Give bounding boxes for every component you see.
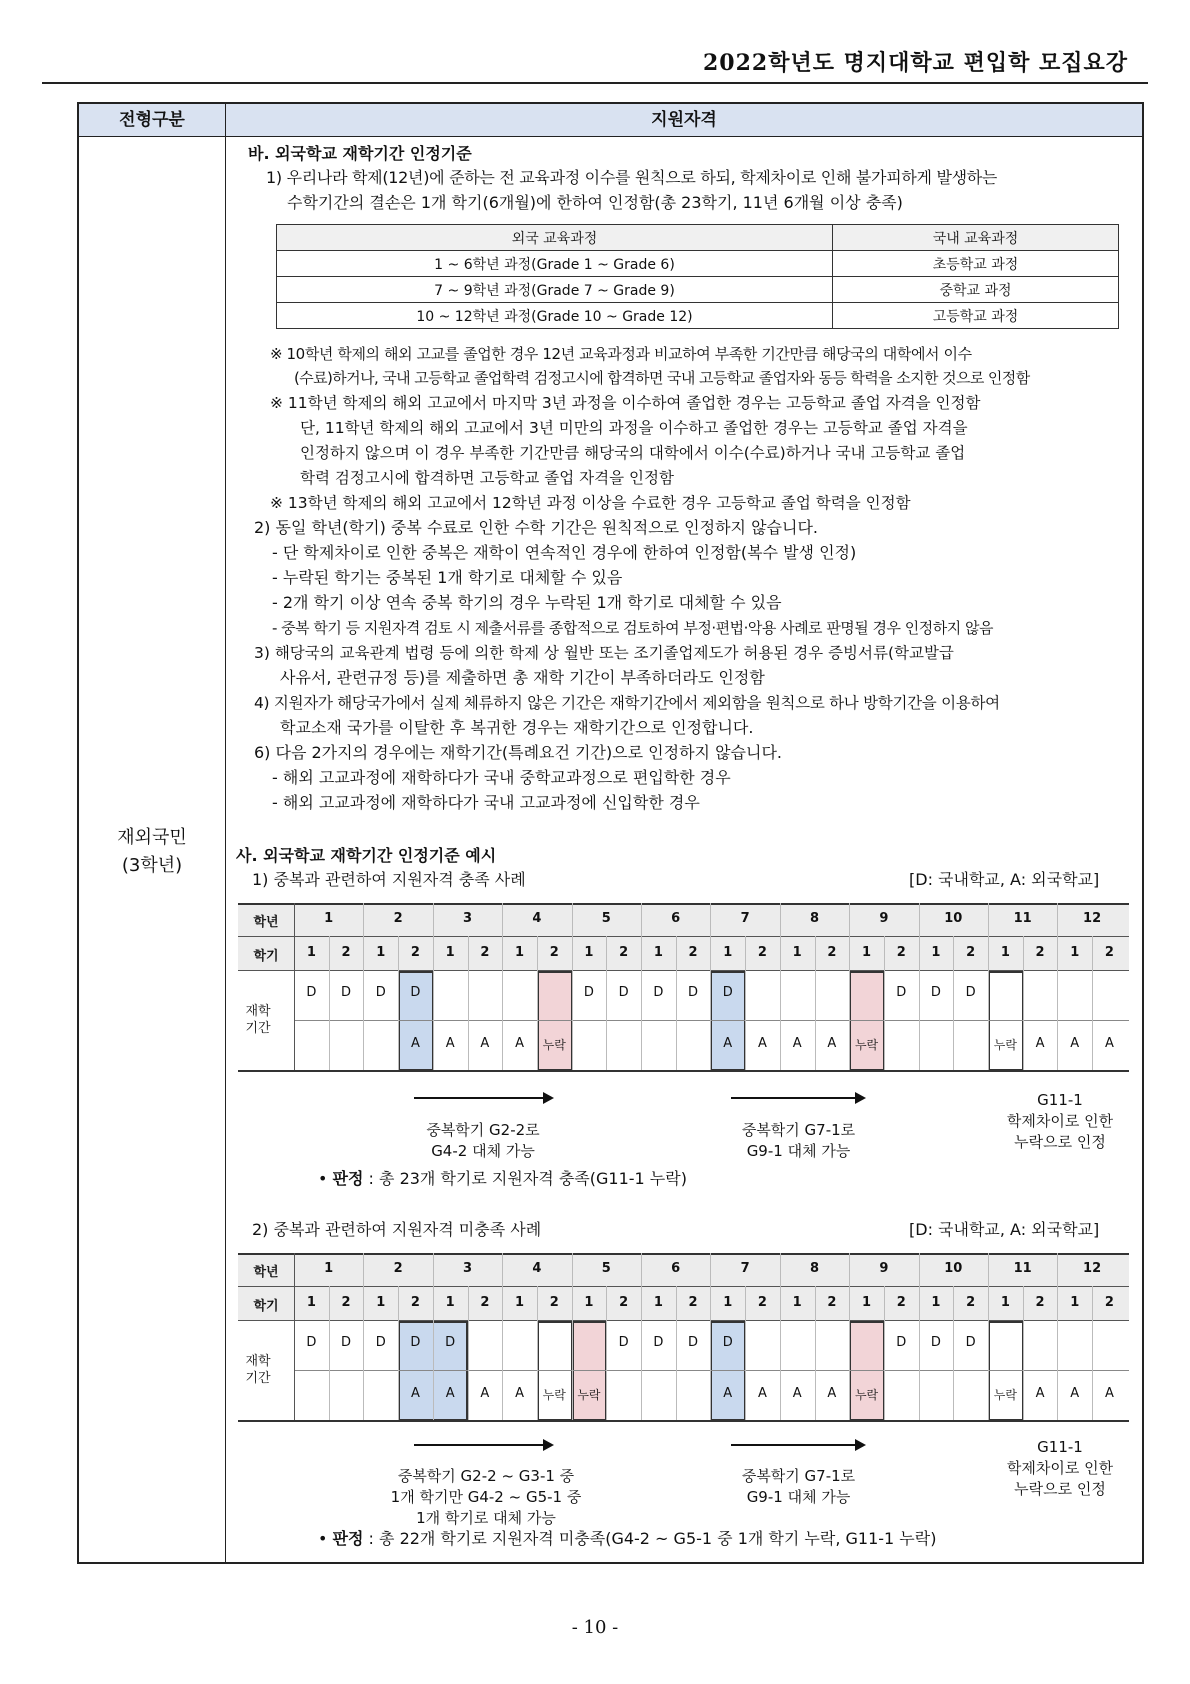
grade-cell: 12 <box>1083 1261 1102 1276</box>
timeline-top-border <box>238 903 1129 905</box>
page-number: - 10 - <box>571 1617 619 1638</box>
grade-cell: 4 <box>532 911 542 926</box>
term-cell: 2 <box>410 1295 420 1310</box>
domestic-term-cell: D <box>341 1335 352 1350</box>
term-cell: 1 <box>792 1295 802 1310</box>
timeline-row-divider <box>238 1320 1129 1321</box>
note-line: 1개 학기만 G4-2 ~ G5-1 중 <box>390 1488 582 1506</box>
timeline-bottom-border <box>238 1070 1129 1072</box>
foreign-term-cell: 누락 <box>854 1038 879 1052</box>
timeline-top-border <box>238 1253 1129 1255</box>
example1-verdict <box>318 1168 687 1190</box>
grade-cell: 11 <box>1013 911 1032 926</box>
grade-cell: 9 <box>879 911 889 926</box>
domestic-term-cell: D <box>618 985 629 1000</box>
term-cell: 2 <box>480 1295 490 1310</box>
foreign-term-cell: 누락 <box>542 1038 566 1052</box>
grade-cell: 5 <box>601 1261 611 1276</box>
verdict-text: : 총 23개 학기로 지원자격 충족(G11-1 누락) <box>368 1169 687 1188</box>
domestic-term-cell: D <box>445 1335 456 1350</box>
foreign-term-cell: 누락 <box>577 1388 601 1402</box>
term-cell: 1 <box>584 1295 594 1310</box>
term-cell: 2 <box>688 1295 698 1310</box>
grade-cell: 6 <box>671 911 681 926</box>
ba-p6: 6) 다음 2가지의 경우에는 재학기간(특례요건 기간)으로 인정하지 않습니다. <box>254 743 782 762</box>
timeline-row-divider <box>238 970 1129 971</box>
term-cell: 1 <box>515 945 525 960</box>
term-cell: 1 <box>306 945 316 960</box>
grade-cell: 2 <box>393 1261 403 1276</box>
term-cell: 1 <box>584 945 594 960</box>
foreign-term-cell: A <box>480 1386 490 1401</box>
term-cell: 2 <box>827 1295 837 1310</box>
curriculum-header-foreign: 외국 교육과정 <box>277 225 833 251</box>
note-line: G9-1 대체 가능 <box>746 1142 851 1160</box>
grade-cell: 1 <box>324 911 334 926</box>
ba-p2-item: - 중복 학기 등 지원자격 검토 시 제출서류를 종합적으로 검토하여 부정·편법·악용 사례로 판명될 경우 인정하지 않음 <box>272 619 994 637</box>
foreign-term-cell: A <box>792 1386 802 1401</box>
ba-p2-item: - 2개 학기 이상 연속 중복 학기의 경우 누락된 1개 학기로 대체할 수 있음 <box>272 593 782 612</box>
arrow-icon <box>731 1444 864 1446</box>
recognized-missing-box <box>537 1321 573 1421</box>
grade-row-label: 학년 <box>253 915 279 930</box>
term-cell: 1 <box>862 1295 872 1310</box>
grade-cell: 6 <box>671 1261 681 1276</box>
term-cell: 2 <box>757 945 767 960</box>
domestic-term-cell: D <box>965 985 976 1000</box>
foreign-term-cell: A <box>515 1036 524 1051</box>
curriculum-foreign-cell: 10 ~ 12학년 과정(Grade 10 ~ Grade 12) <box>277 303 833 329</box>
ba-note: ※ 13학년 학제의 해외 고교에서 12학년 과정 이상을 수료한 경우 고등학교 졸업 학력을 인정함 <box>270 494 911 512</box>
grade-cell: 2 <box>393 911 403 926</box>
legend: [D: 국내학교, A: 외국학교] <box>909 870 1100 889</box>
example1-note-duplicate <box>398 1120 568 1162</box>
ba-p2: 2) 동일 학년(학기) 중복 수료로 인한 수학 기간은 원칙적으로 인정하지 않습니다. <box>254 518 818 537</box>
term-cell: 2 <box>341 1295 351 1310</box>
term-cell: 2 <box>1104 1295 1114 1310</box>
missing-term-box <box>849 971 885 1071</box>
foreign-term-cell: A <box>1070 1386 1080 1401</box>
grade-cell: 10 <box>944 911 963 926</box>
recognized-missing-box <box>988 1321 1024 1421</box>
timeline-bottom-border <box>238 1420 1129 1422</box>
domestic-term-cell: D <box>410 985 421 1000</box>
grade-cell: 7 <box>740 911 750 926</box>
note-line: 학제차이로 인한 <box>1006 1459 1114 1477</box>
term-cell: 2 <box>1035 945 1045 960</box>
foreign-term-cell: 누락 <box>854 1388 879 1402</box>
term-cell: 1 <box>445 1295 455 1310</box>
term-cell: 1 <box>1070 945 1080 960</box>
ba-p4-line1: 4) 지원자가 해당국가에서 실제 체류하지 않은 기간은 재학기간에서 제외함을 원칙으로 하나 방학기간을 이용하여 <box>254 694 1000 712</box>
ba-p2-item: - 누락된 학기는 중복된 1개 학기로 대체할 수 있음 <box>272 568 623 587</box>
verdict-text: : 총 22개 학기로 지원자격 미충족(G4-2 ~ G5-1 중 1개 학기 누락, G11-1 누락) <box>368 1529 937 1548</box>
missing-term-box <box>537 971 573 1071</box>
curriculum-table <box>276 224 1119 329</box>
column-header-eligibility: 지원자격 <box>226 104 1142 137</box>
document-title: 2022학년도 명지대학교 편입학 모집요강 <box>703 50 1128 76</box>
grade-cell: 8 <box>809 911 820 926</box>
foreign-term-cell: A <box>480 1036 490 1051</box>
section-ba-title: 바. 외국학교 재학기간 인정기준 <box>248 144 472 163</box>
foreign-term-cell: 누락 <box>993 1038 1017 1052</box>
foreign-term-cell: A <box>723 1386 733 1401</box>
note-line: 중복학기 G7-1로 <box>741 1467 856 1485</box>
foreign-term-cell: A <box>445 1386 455 1401</box>
foreign-term-cell: A <box>757 1386 767 1401</box>
grade-cell: 3 <box>462 1261 473 1276</box>
term-cell: 2 <box>688 945 698 960</box>
note-line: 학제차이로 인한 <box>1006 1112 1114 1130</box>
term-cell: 2 <box>549 1295 559 1310</box>
domestic-term-cell: D <box>930 1335 941 1350</box>
note-line: 중복학기 G2-2 ~ G3-1 중 <box>397 1467 575 1485</box>
domestic-term-cell: D <box>306 985 317 1000</box>
note-line: G4-2 대체 가능 <box>431 1142 535 1160</box>
foreign-term-cell: A <box>515 1386 524 1401</box>
domestic-term-cell: D <box>375 1335 386 1350</box>
term-cell: 2 <box>1035 1295 1045 1310</box>
term-row-label: 학기 <box>253 1299 279 1314</box>
arrow-icon <box>414 1097 552 1099</box>
foreign-term-cell: A <box>757 1036 767 1051</box>
example2-note-duplicate <box>386 1466 586 1529</box>
category-year: (3학년) <box>121 855 183 876</box>
domestic-term-cell: D <box>688 985 699 1000</box>
foreign-term-cell: A <box>827 1386 837 1401</box>
example2-timeline <box>238 1253 1129 1429</box>
term-cell: 2 <box>619 1295 629 1310</box>
period-row-label: 재학 <box>245 1354 271 1369</box>
note-line: G11-1 <box>1037 1091 1083 1109</box>
ba-p3-line1: 3) 해당국의 교육관계 법령 등에 의한 학제 상 월반 또는 조기졸업제도가 허용된 경우 증빙서류(학교발급 <box>254 644 954 662</box>
domestic-term-cell: D <box>583 985 594 1000</box>
verdict-label: 판정 <box>332 1529 364 1548</box>
domestic-term-cell: D <box>930 985 941 1000</box>
grade-cell: 3 <box>462 911 473 926</box>
legend: [D: 국내학교, A: 외국학교] <box>909 1220 1100 1239</box>
example1-note-duplicate <box>716 1120 881 1162</box>
ba-note: 인정하지 않으며 이 경우 부족한 기간만큼 해당국의 대학에서 이수(수료)하거나 국내 고등학교 졸업 <box>300 444 966 462</box>
foreign-term-cell: A <box>445 1036 455 1051</box>
domestic-term-cell: D <box>722 985 733 1000</box>
domestic-term-cell: D <box>965 1335 976 1350</box>
term-cell: 1 <box>653 1295 663 1310</box>
domestic-term-cell: D <box>375 985 386 1000</box>
term-cell: 2 <box>827 945 837 960</box>
foreign-term-cell: A <box>827 1036 837 1051</box>
example1-timeline <box>238 903 1129 1079</box>
term-row-label: 학기 <box>253 949 279 964</box>
grade-cell: 10 <box>944 1261 963 1276</box>
term-cell: 2 <box>549 945 559 960</box>
note-line: 1개 학기로 대체 가능 <box>416 1509 556 1527</box>
domestic-term-cell: D <box>653 1335 664 1350</box>
ba-p3-line2: 사유서, 관련규정 등)를 제출하면 총 재학 기간이 부족하더라도 인정함 <box>280 668 765 687</box>
category-name: 재외국민 <box>117 827 187 848</box>
grade-cell: 12 <box>1083 911 1102 926</box>
term-cell: 1 <box>653 945 663 960</box>
bullet: • <box>318 1169 333 1188</box>
curriculum-foreign-cell: 7 ~ 9학년 과정(Grade 7 ~ Grade 9) <box>277 277 833 303</box>
note-line: 중복학기 G7-1로 <box>741 1121 856 1139</box>
recognized-missing-box <box>988 971 1024 1071</box>
term-cell: 1 <box>306 1295 316 1310</box>
example2-note-duplicate <box>716 1466 881 1508</box>
grade-cell: 7 <box>740 1261 750 1276</box>
term-cell: 1 <box>723 945 733 960</box>
timeline-row-divider <box>294 1020 1129 1021</box>
term-cell: 1 <box>1000 945 1010 960</box>
term-cell: 2 <box>619 945 629 960</box>
curriculum-foreign-cell: 1 ~ 6학년 과정(Grade 1 ~ Grade 6) <box>277 251 833 277</box>
example2-verdict <box>318 1528 936 1550</box>
timeline-row-divider <box>238 936 1129 937</box>
curriculum-header-domestic: 국내 교육과정 <box>833 225 1119 251</box>
term-cell: 1 <box>376 945 386 960</box>
note-line: 누락으로 인정 <box>1014 1133 1106 1151</box>
ba-note: (수료)하거나, 국내 고등학교 졸업학력 검정고시에 합격하면 국내 고등학교 졸업자와 동등 학력을 소지한 것으로 인정함 <box>294 369 1030 387</box>
bullet: • <box>318 1529 333 1548</box>
arrow-icon <box>731 1097 864 1099</box>
note-line: 누락으로 인정 <box>1014 1480 1106 1498</box>
domestic-term-cell: D <box>896 985 907 1000</box>
example2-title: 2) 중복과 관련하여 지원자격 미충족 사례 <box>252 1220 542 1239</box>
domestic-term-cell: D <box>410 1335 421 1350</box>
term-cell: 1 <box>515 1295 525 1310</box>
grade-cell: 9 <box>879 1261 889 1276</box>
term-cell: 2 <box>966 1295 976 1310</box>
grade-cell: 11 <box>1013 1261 1032 1276</box>
domestic-term-cell: D <box>618 1335 629 1350</box>
term-cell: 1 <box>1070 1295 1080 1310</box>
verdict-label: 판정 <box>332 1169 364 1188</box>
term-cell: 1 <box>931 1295 941 1310</box>
period-row-label: 기간 <box>245 1021 271 1036</box>
foreign-term-cell: A <box>1104 1036 1114 1051</box>
term-cell: 2 <box>966 945 976 960</box>
foreign-term-cell: A <box>723 1036 733 1051</box>
missing-term-box <box>572 1321 608 1421</box>
example2-note-missing <box>985 1437 1135 1500</box>
note-line: G11-1 <box>1037 1438 1083 1456</box>
curriculum-domestic-cell: 중학교 과정 <box>833 277 1119 303</box>
term-cell: 2 <box>896 945 906 960</box>
ba-note: ※ 11학년 학제의 해외 고교에서 마지막 3년 과정을 이수하여 졸업한 경우는 고등학교 졸업 자격을 인정함 <box>270 394 981 412</box>
foreign-term-cell: A <box>792 1036 802 1051</box>
domestic-term-cell: D <box>896 1335 907 1350</box>
ba-note: 단, 11학년 학제의 해외 고교에서 3년 미만의 과정을 이수하고 졸업한 경우는 고등학교 졸업 자격을 <box>300 419 968 437</box>
ba-note: ※ 10학년 학제의 해외 고교를 졸업한 경우 12년 교육과정과 비교하여 부족한 기간만큼 해당국의 대학에서 이수 <box>270 345 972 363</box>
grade-cell: 1 <box>324 1261 334 1276</box>
term-cell: 2 <box>341 945 351 960</box>
missing-term-box <box>849 1321 885 1421</box>
term-cell: 1 <box>723 1295 733 1310</box>
foreign-term-cell: A <box>410 1386 420 1401</box>
arrow-icon <box>414 1444 552 1446</box>
term-cell: 1 <box>1000 1295 1010 1310</box>
foreign-term-cell: A <box>1035 1036 1045 1051</box>
term-cell: 2 <box>1104 945 1114 960</box>
period-row-label: 재학 <box>245 1004 271 1019</box>
section-sa-title: 사. 외국학교 재학기간 인정기준 예시 <box>236 846 497 865</box>
ba-p2-item: - 단 학제차이로 인한 중복은 재학이 연속적인 경우에 한하여 인정함(복수 발생 인정) <box>272 543 857 562</box>
term-cell: 2 <box>757 1295 767 1310</box>
period-row-label: 기간 <box>245 1371 271 1386</box>
foreign-term-cell: A <box>410 1036 420 1051</box>
note-line: G9-1 대체 가능 <box>746 1488 851 1506</box>
ba-p6-item: - 해외 고교과정에 재학하다가 국내 고교과정에 신입학한 경우 <box>272 793 700 812</box>
term-cell: 1 <box>931 945 941 960</box>
domestic-term-cell: D <box>306 1335 317 1350</box>
grade-cell: 5 <box>601 911 611 926</box>
note-line: 중복학기 G2-2로 <box>426 1121 540 1139</box>
curriculum-domestic-cell: 고등학교 과정 <box>833 303 1119 329</box>
term-cell: 1 <box>376 1295 386 1310</box>
term-cell: 1 <box>792 945 802 960</box>
domestic-term-cell: D <box>688 1335 699 1350</box>
ba-p1-line2: 수학기간의 결손은 1개 학기(6개월)에 한하여 인정함(총 23학기, 11년 6개월 이상 충족) <box>287 193 903 212</box>
term-cell: 1 <box>445 945 455 960</box>
domestic-term-cell: D <box>341 985 352 1000</box>
term-cell: 2 <box>410 945 420 960</box>
ba-p4-line2: 학교소재 국가를 이탈한 후 복귀한 경우는 재학기간으로 인정합니다. <box>280 718 754 737</box>
domestic-term-cell: D <box>653 985 664 1000</box>
ba-p1-line1: 1) 우리나라 학제(12년)에 준하는 전 교육과정 이수를 원칙으로 하되, 학제차이로 인해 불가피하게 발생하는 <box>266 168 998 187</box>
column-header-type: 전형구분 <box>79 104 225 137</box>
term-cell: 1 <box>862 945 872 960</box>
example1-title: 1) 중복과 관련하여 지원자격 충족 사례 <box>252 870 526 889</box>
foreign-term-cell: 누락 <box>542 1388 566 1402</box>
term-cell: 2 <box>896 1295 906 1310</box>
foreign-term-cell: A <box>1104 1386 1114 1401</box>
foreign-term-cell: A <box>1035 1386 1045 1401</box>
domestic-term-cell: D <box>722 1335 733 1350</box>
ba-p6-item: - 해외 고교과정에 재학하다가 국내 중학교과정으로 편입학한 경우 <box>272 768 731 787</box>
timeline-row-divider <box>238 1286 1129 1287</box>
timeline-row-divider <box>294 1370 1129 1371</box>
grade-cell: 4 <box>532 1261 542 1276</box>
foreign-term-cell: 누락 <box>993 1388 1017 1402</box>
grade-row-label: 학년 <box>253 1265 279 1280</box>
example1-note-missing <box>985 1090 1135 1153</box>
term-cell: 2 <box>480 945 490 960</box>
foreign-term-cell: A <box>1070 1036 1080 1051</box>
curriculum-domestic-cell: 초등학교 과정 <box>833 251 1119 277</box>
ba-note: 학력 검정고시에 합격하면 고등학교 졸업 자격을 인정함 <box>300 469 674 487</box>
grade-cell: 8 <box>809 1261 820 1276</box>
